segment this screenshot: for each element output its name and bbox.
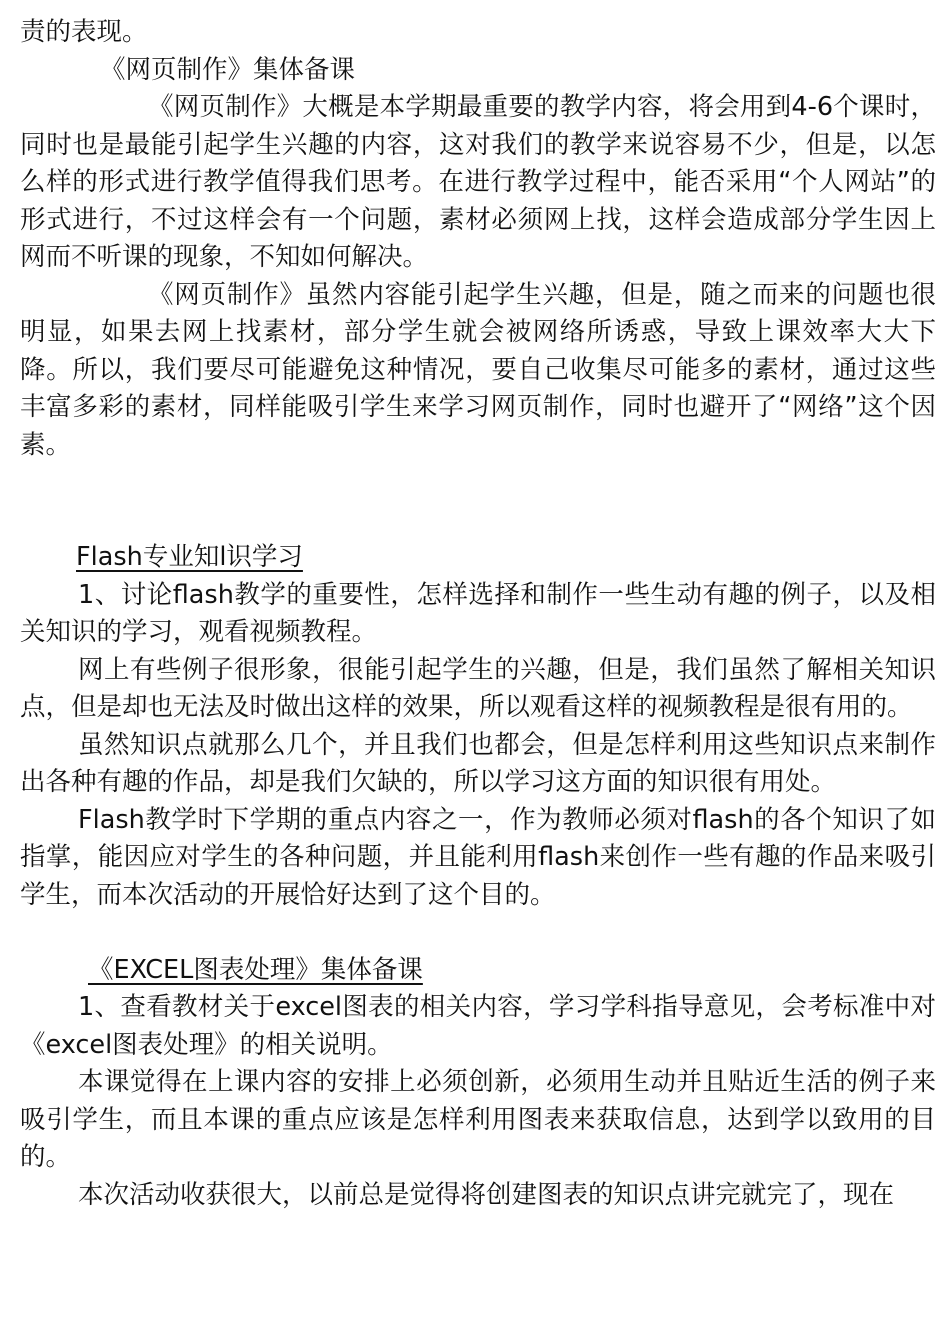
previous-page-tail: 责的表现。 xyxy=(20,17,148,47)
document-page xyxy=(20,14,936,1214)
paragraph: 本课觉得在上课内容的安排上必须创新，必须用生动并且贴近生活的例子来吸引学生，而且本课的重点应该是怎样利用图表来获取信息，达到学以致用的目的。 xyxy=(20,1067,936,1172)
paragraph: 1、讨论flash教学的重要性，怎样选择和制作一些生动有趣的例子，以及相关知识的学习，观看视频教程。 xyxy=(20,579,936,647)
paragraph: 《网页制作》大概是本学期最重要的教学内容，将会用到4-6个课时，同时也是最能引起学生兴趣的内容，这对我们的教学来说容易不少，但是，以怎么样的形式进行教学值得我们思考。在进行教学过程中，能否采用“个人网站”的形式进行，不过这样会有一个问题，素材必须网上找，这样会造成部分学生因上网而不听课的现象，不知如何解决。 xyxy=(20,92,936,272)
spacer xyxy=(20,464,936,539)
paragraph: 虽然知识点就那么几个，并且我们也都会，但是怎样利用这些知识点来制作出各种有趣的作品，却是我们欠缺的，所以学习这方面的知识很有用处。 xyxy=(20,729,936,797)
paragraph: Flash教学时下学期的重点内容之一，作为教师必须对flash的各个知识了如指掌，能因应对学生的各种问题，并且能利用flash来创作一些有趣的作品来吸引学生，而本次活动的开展恰好达到了这个目的。 xyxy=(20,804,936,910)
section-title-excel xyxy=(20,952,936,990)
spacer xyxy=(20,914,936,952)
section-title-excel-text: 《EXCEL图表处理》集体备课 xyxy=(88,954,423,985)
paragraph: 本次活动收获很大，以前总是觉得将创建图表的知识点讲完就完了，现在 xyxy=(78,1179,895,1210)
paragraph: 《网页制作》虽然内容能引起学生兴趣，但是，随之而来的问题也很明显，如果去网上找素材，部分学生就会被网络所诱惑，导致上课效率大大下降。所以，我们要尽可能避免这种情况，要自己收集尽可能多的素材，通过这些丰富多彩的素材，同样能吸引学生来学习网页制作，同时也避开了“网络”这个因素。 xyxy=(20,279,936,460)
paragraph: 网上有些例子很形象，很能引起学生的兴趣，但是，我们虽然了解相关知识点，但是却也无法及时做出这样的效果，所以观看这样的视频教程是很有用的。 xyxy=(20,654,936,722)
section-title-flash-text: Flash专业知l识学习 xyxy=(76,542,303,572)
section-title-web-design: 《网页制作》集体备课 xyxy=(100,54,356,85)
paragraph: 1、查看教材关于excel图表的相关内容，学习学科指导意见，会考标准中对《excel图表处理》的相关说明。 xyxy=(20,992,936,1060)
section-title-flash xyxy=(20,539,936,577)
